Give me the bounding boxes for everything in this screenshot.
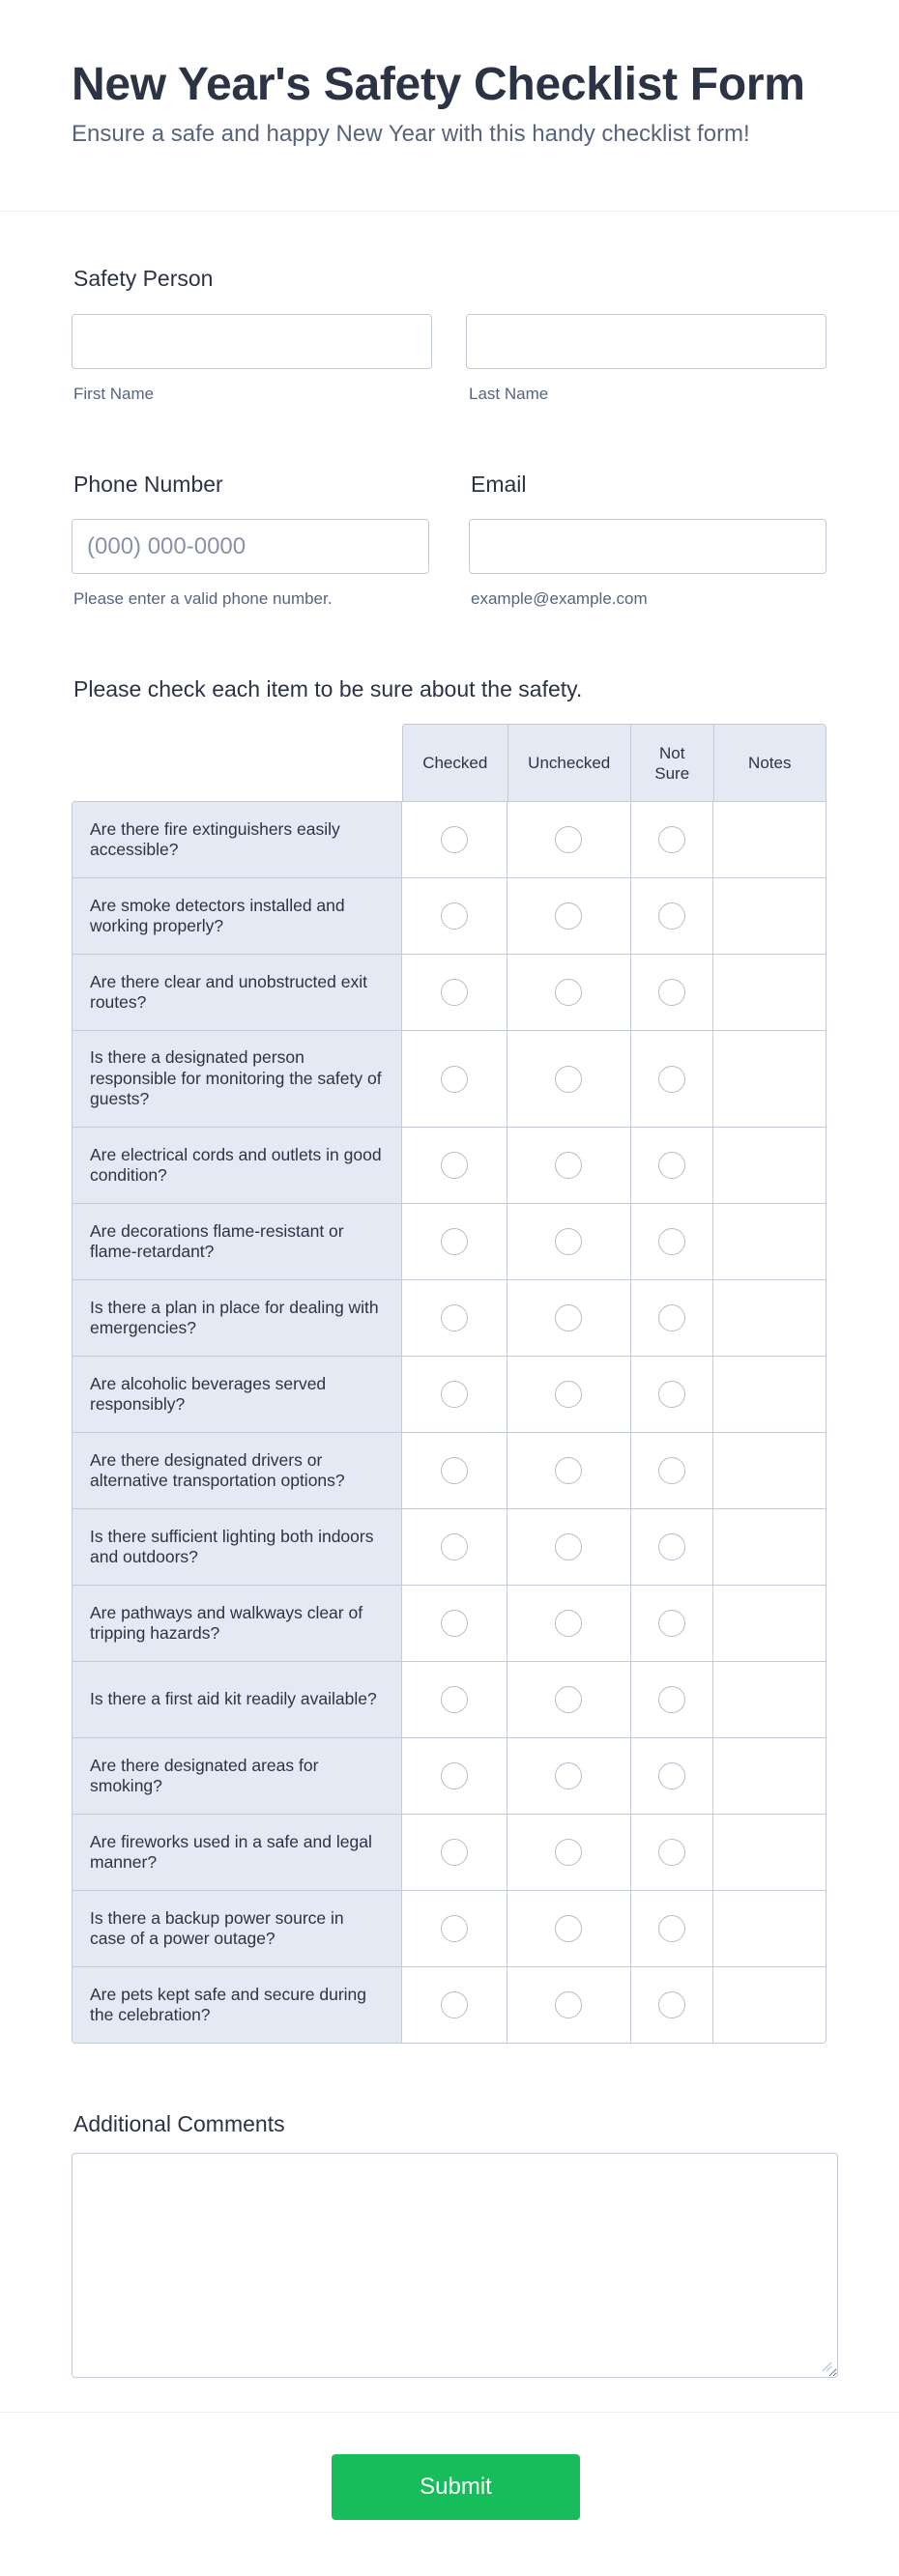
table-row — [72, 1031, 826, 1128]
table-row — [72, 1738, 826, 1815]
cell-unchecked — [508, 1738, 631, 1814]
radio-not-sure[interactable] — [658, 1304, 685, 1331]
radio-not-sure[interactable] — [658, 1762, 685, 1789]
cell-unchecked — [508, 1662, 631, 1737]
cell-unchecked — [508, 802, 631, 877]
cell-notes[interactable] — [713, 1738, 826, 1814]
row-question: Is there sufficient lighting both indoors and outdoors? — [72, 1509, 402, 1585]
cell-not-sure — [631, 802, 714, 877]
cell-checked — [402, 1967, 508, 2043]
table-row — [72, 1204, 826, 1280]
cell-notes[interactable] — [713, 1891, 826, 1966]
form-subtitle: Ensure a safe and happy New Year with this handy checklist form! — [72, 121, 750, 147]
form-header — [0, 0, 899, 212]
table-row — [72, 1967, 826, 2043]
cell-notes[interactable] — [713, 1586, 826, 1661]
radio-unchecked[interactable] — [555, 1304, 582, 1331]
radio-checked[interactable] — [441, 1457, 468, 1484]
radio-unchecked[interactable] — [555, 1228, 582, 1255]
cell-notes[interactable] — [713, 1280, 826, 1356]
radio-checked[interactable] — [441, 1533, 468, 1560]
cell-notes[interactable] — [713, 1433, 826, 1508]
table-row — [72, 1509, 826, 1586]
cell-checked — [402, 802, 508, 877]
row-question: Are decorations flame-resistant or flame-retardant? — [72, 1204, 402, 1279]
phone-label: Phone Number — [73, 472, 223, 497]
cell-checked — [402, 1586, 508, 1661]
email-sublabel: example@example.com — [471, 589, 648, 608]
cell-notes[interactable] — [713, 1128, 826, 1203]
column-header-checked: Checked — [403, 725, 508, 801]
radio-unchecked[interactable] — [555, 1533, 582, 1560]
radio-checked[interactable] — [441, 1686, 468, 1713]
cell-not-sure — [631, 1433, 714, 1508]
radio-unchecked[interactable] — [555, 826, 582, 853]
column-header-notes: Notes — [748, 754, 792, 772]
row-question: Are there designated areas for smoking? — [72, 1738, 402, 1814]
cell-checked — [402, 1031, 508, 1127]
cell-notes[interactable] — [713, 1031, 826, 1127]
table-row — [72, 1280, 826, 1357]
cell-unchecked — [508, 1815, 631, 1890]
row-question: Are alcoholic beverages served responsibly? — [72, 1357, 402, 1432]
first-name-input[interactable] — [72, 314, 432, 369]
resize-grip-icon[interactable] — [821, 2361, 832, 2372]
checklist-label: Please check each item to be sure about the safety. — [73, 676, 583, 701]
cell-unchecked — [508, 1433, 631, 1508]
radio-unchecked[interactable] — [555, 1839, 582, 1866]
radio-not-sure[interactable] — [658, 1228, 685, 1255]
cell-not-sure — [631, 1204, 714, 1279]
radio-checked[interactable] — [441, 1915, 468, 1942]
table-row — [72, 1433, 826, 1509]
table-row — [72, 1815, 826, 1891]
cell-not-sure — [631, 1891, 714, 1966]
radio-not-sure[interactable] — [658, 1533, 685, 1560]
radio-checked[interactable] — [441, 1304, 468, 1331]
radio-not-sure[interactable] — [658, 1915, 685, 1942]
cell-checked — [402, 1738, 508, 1814]
cell-checked — [402, 1128, 508, 1203]
cell-checked — [402, 878, 508, 954]
form-title: New Year's Safety Checklist Form — [72, 59, 805, 110]
column-header-not-sure-text: Not Sure — [654, 743, 690, 783]
radio-unchecked[interactable] — [555, 1152, 582, 1179]
cell-checked — [402, 1891, 508, 1966]
row-question: Is there a first aid kit readily available? — [72, 1662, 402, 1737]
table-row — [72, 878, 826, 955]
row-question: Are there clear and unobstructed exit routes? — [72, 955, 402, 1030]
cell-checked — [402, 1662, 508, 1737]
cell-notes[interactable] — [713, 1204, 826, 1279]
cell-not-sure — [631, 1586, 714, 1661]
radio-checked[interactable] — [441, 902, 468, 930]
cell-notes[interactable] — [713, 802, 826, 877]
radio-unchecked[interactable] — [555, 979, 582, 1006]
row-question: Is there a designated person responsible for monitoring the safety of guests? — [72, 1031, 402, 1127]
cell-unchecked — [508, 878, 631, 954]
cell-checked — [402, 1509, 508, 1585]
radio-not-sure[interactable] — [658, 1991, 685, 2018]
radio-not-sure[interactable] — [658, 1066, 685, 1093]
radio-checked[interactable] — [441, 1152, 468, 1179]
matrix-header — [402, 724, 826, 801]
cell-unchecked — [508, 1357, 631, 1432]
footer-divider — [0, 2412, 899, 2413]
radio-not-sure[interactable] — [658, 1457, 685, 1484]
row-question: Are there designated drivers or alternative transportation options? — [72, 1433, 402, 1508]
cell-not-sure — [631, 1738, 714, 1814]
table-row — [72, 802, 826, 878]
radio-unchecked[interactable] — [555, 902, 582, 930]
last-name-input[interactable] — [466, 314, 826, 369]
radio-not-sure[interactable] — [658, 1381, 685, 1408]
cell-checked — [402, 1357, 508, 1432]
row-question: Are pets kept safe and secure during the celebration? — [72, 1967, 402, 2043]
radio-not-sure[interactable] — [658, 1686, 685, 1713]
email-input[interactable] — [469, 519, 826, 574]
radio-checked[interactable] — [441, 1066, 468, 1093]
comments-label: Additional Comments — [73, 2111, 285, 2136]
cell-notes[interactable] — [713, 1815, 826, 1890]
radio-unchecked[interactable] — [555, 1066, 582, 1093]
table-row — [72, 1662, 826, 1738]
cell-not-sure — [631, 1031, 714, 1127]
email-label: Email — [471, 472, 527, 497]
cell-not-sure — [631, 1128, 714, 1203]
cell-checked — [402, 1815, 508, 1890]
safety-person-label: Safety Person — [73, 266, 214, 291]
cell-checked — [402, 955, 508, 1030]
cell-checked — [402, 1433, 508, 1508]
cell-notes[interactable] — [713, 1662, 826, 1737]
cell-checked — [402, 1280, 508, 1356]
radio-not-sure[interactable] — [658, 1152, 685, 1179]
radio-unchecked[interactable] — [555, 1381, 582, 1408]
table-row — [72, 955, 826, 1031]
cell-notes[interactable] — [713, 955, 826, 1030]
comments-textarea[interactable] — [72, 2153, 838, 2378]
radio-unchecked[interactable] — [555, 1762, 582, 1789]
cell-not-sure — [631, 1967, 714, 2043]
first-name-sublabel: First Name — [73, 385, 155, 403]
row-question: Are electrical cords and outlets in good condition? — [72, 1128, 402, 1203]
cell-notes[interactable] — [713, 1357, 826, 1432]
radio-unchecked[interactable] — [555, 1457, 582, 1484]
row-question: Are pathways and walkways clear of tripping hazards? — [72, 1586, 402, 1661]
cell-unchecked — [508, 1204, 631, 1279]
cell-not-sure — [631, 878, 714, 954]
last-name-sublabel: Last Name — [469, 385, 549, 403]
radio-not-sure[interactable] — [658, 826, 685, 853]
table-row — [72, 1128, 826, 1204]
cell-unchecked — [508, 1586, 631, 1661]
cell-unchecked — [508, 955, 631, 1030]
column-header-unchecked: Unchecked — [508, 725, 631, 801]
cell-not-sure — [631, 1662, 714, 1737]
radio-checked[interactable] — [441, 1228, 468, 1255]
radio-not-sure[interactable] — [658, 979, 685, 1006]
cell-unchecked — [508, 1891, 631, 1966]
cell-not-sure — [631, 1509, 714, 1585]
radio-checked[interactable] — [441, 1610, 468, 1637]
radio-not-sure[interactable] — [658, 902, 685, 930]
radio-unchecked[interactable] — [555, 1610, 582, 1637]
radio-unchecked[interactable] — [555, 1915, 582, 1942]
cell-notes[interactable] — [713, 1509, 826, 1585]
radio-checked[interactable] — [441, 1762, 468, 1789]
table-row — [72, 1586, 826, 1662]
cell-unchecked — [508, 1967, 631, 2043]
radio-not-sure[interactable] — [658, 1839, 685, 1866]
radio-unchecked[interactable] — [555, 1686, 582, 1713]
table-row — [72, 1357, 826, 1433]
cell-not-sure — [631, 1357, 714, 1432]
column-header-not-sure — [631, 725, 714, 801]
cell-not-sure — [631, 1280, 714, 1356]
row-question: Is there a backup power source in case of a power outage? — [72, 1891, 402, 1966]
cell-not-sure — [631, 1815, 714, 1890]
radio-not-sure[interactable] — [658, 1610, 685, 1637]
cell-unchecked — [508, 1509, 631, 1585]
cell-unchecked — [508, 1031, 631, 1127]
table-row — [72, 1891, 826, 1967]
cell-checked — [402, 1204, 508, 1279]
phone-sublabel: Please enter a valid phone number. — [73, 589, 333, 608]
row-question: Are smoke detectors installed and working properly? — [72, 878, 402, 954]
radio-checked[interactable] — [441, 979, 468, 1006]
submit-button[interactable]: Submit — [332, 2454, 580, 2520]
cell-unchecked — [508, 1280, 631, 1356]
cell-unchecked — [508, 1128, 631, 1203]
radio-checked[interactable] — [441, 1839, 468, 1866]
radio-checked[interactable] — [441, 1381, 468, 1408]
radio-checked[interactable] — [441, 1991, 468, 2018]
matrix-body — [72, 801, 826, 2044]
row-question: Is there a plan in place for dealing with emergencies? — [72, 1280, 402, 1356]
cell-notes[interactable] — [713, 1967, 826, 2043]
cell-not-sure — [631, 955, 714, 1030]
radio-unchecked[interactable] — [555, 1991, 582, 2018]
cell-notes[interactable] — [713, 878, 826, 954]
row-question: Are fireworks used in a safe and legal manner? — [72, 1815, 402, 1890]
row-question: Are there fire extinguishers easily accessible? — [72, 802, 402, 877]
phone-input[interactable] — [72, 519, 429, 574]
radio-checked[interactable] — [441, 826, 468, 853]
